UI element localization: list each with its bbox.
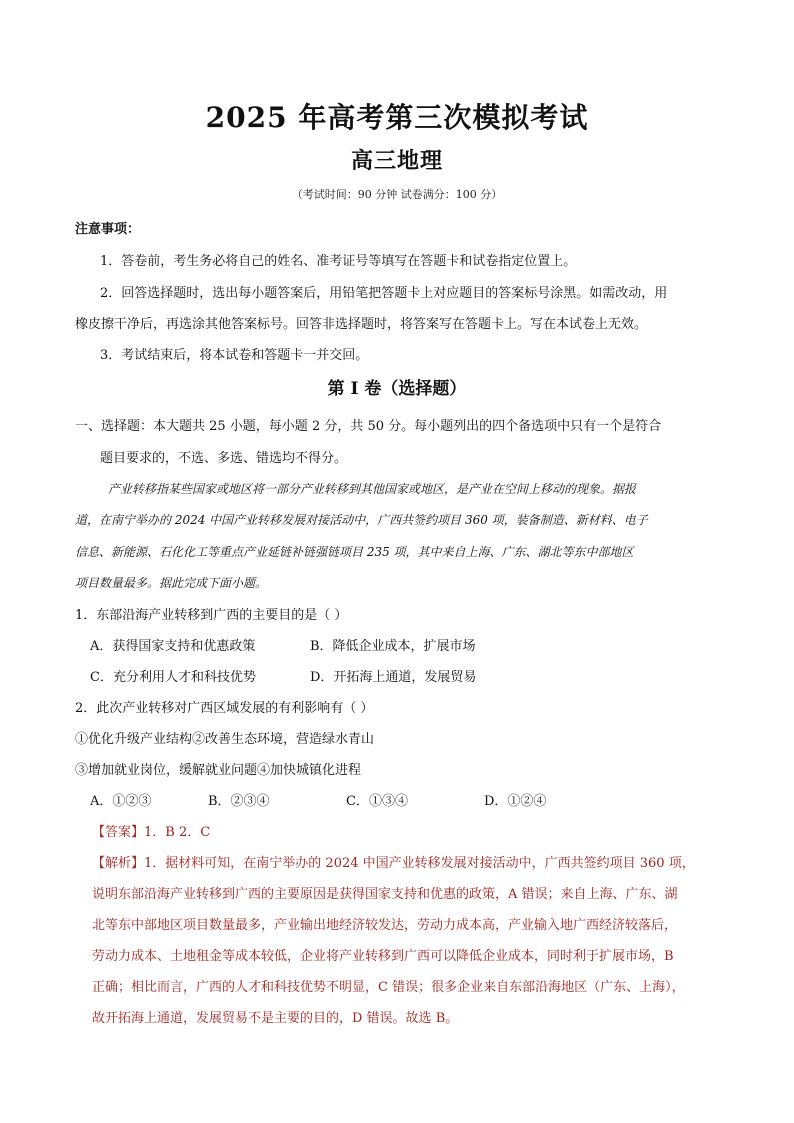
analysis-line-5: 正确；相比而言，广西的人才和科技优势不明显，C 错误；很多企业来自东部沿海地区（广东、上海）， <box>92 980 685 995</box>
material-line-2: 道，在南宁举办的 2024 中国产业转移发展对接活动中，广西共签约项目 360 项，装备制造、新材料、电子 <box>75 513 648 527</box>
question-2-stem: 2．此次产业转移对广西区域发展的有利影响有（ ） <box>75 701 374 716</box>
analysis-line-4: 劳动力成本、土地租金等成本较低，企业将产业转移到广西可以降低企业成本，同时利于扩展市场，B <box>92 949 674 964</box>
material-line-4: 项目数量最多。据此完成下面小题。 <box>75 576 268 590</box>
notice-item-2: 2．回答选择题时，选出每小题答案后，用铅笔把答题卡上对应题目的答案标号涂黑。如需改动，用 <box>100 286 668 301</box>
question-2-statements-1: ①优化升级产业结构②改善生态环境，营造绿水青山 <box>75 732 375 747</box>
question-1-option-d: D．开拓海上通道，发展贸易 <box>310 670 477 685</box>
question-1-option-b: B．降低企业成本，扩展市场 <box>310 639 476 654</box>
exam-subject: 高三地理 <box>350 148 443 174</box>
answer-text: 1．B 2．C <box>144 825 211 840</box>
material-line-3: 信息、新能源、石化化工等重点产业延链补链强链项目 235 项，其中来自上海、广东、湖北等东中部地区 <box>75 545 634 559</box>
question-2-statements-2: ③增加就业岗位，缓解就业问题④加快城镇化进程 <box>75 763 362 778</box>
analysis-line-3: 北等东中部地区项目数量最多，产业输出地经济较发达，劳动力成本高，产业输入地广西经济较落后， <box>92 918 678 933</box>
exam-title: 2025 年高考第三次模拟考试 <box>205 101 589 134</box>
notice-item-1: 1．答卷前，考生务必将自己的姓名、准考证号等填写在答题卡和试卷指定位置上。 <box>100 254 577 269</box>
analysis-text-1: 1．据材料可知，在南宁举办的 2024 中国产业转移发展对接活动中，广西共签约项目 360 项， <box>144 856 695 871</box>
question-2-option-d: D．①②④ <box>484 794 547 809</box>
analysis-line-2: 说明东部沿海产业转移到广西的主要原因是获得国家支持和优惠的政策，A 错误；来自上海、广东、湖 <box>92 887 678 902</box>
analysis-line-6: 故开拓海上通道，发展贸易不是主要的目的，D 错误。故选 B。 <box>92 1011 459 1026</box>
section-instructions-2: 题目要求的，不选、多选、错选均不得分。 <box>100 451 348 466</box>
answer-tag: 【答案】 <box>92 825 145 840</box>
notice-heading: 注意事项： <box>75 222 141 237</box>
question-2-option-c: C．①③④ <box>346 794 408 809</box>
section-heading: 第 I 卷（选择题） <box>327 379 467 399</box>
exam-meta: （考试时间：90 分钟 试卷满分：100 分） <box>291 188 503 201</box>
question-1-option-a: A．获得国家支持和优惠政策 <box>90 639 256 654</box>
material-line-1: 产业转移指某些国家或地区将一部分产业转移到其他国家或地区，是产业在空间上移动的现象。据报 <box>108 482 637 496</box>
notice-item-2-cont: 橡皮擦干净后，再选涂其他答案标号。回答非选择题时，将答案写在答题卡上。写在本试卷上无效。 <box>75 317 648 332</box>
question-2-option-a: A．①②③ <box>90 794 152 809</box>
analysis-tag: 【解析】 <box>92 856 145 871</box>
question-1-option-c: C．充分利用人才和科技优势 <box>90 670 256 685</box>
analysis-line-1 <box>92 852 695 871</box>
answer-line <box>92 821 210 840</box>
question-1-stem: 1．东部沿海产业转移到广西的主要目的是（ ） <box>75 608 348 623</box>
question-2-option-b: B．②③④ <box>208 794 270 809</box>
section-instructions-1: 一、选择题：本大题共 25 小题，每小题 2 分，共 50 分。每小题列出的四个备选项中只有一个是符合 <box>75 419 662 434</box>
notice-item-3: 3．考试结束后，将本试卷和答题卡一并交回。 <box>100 348 369 363</box>
